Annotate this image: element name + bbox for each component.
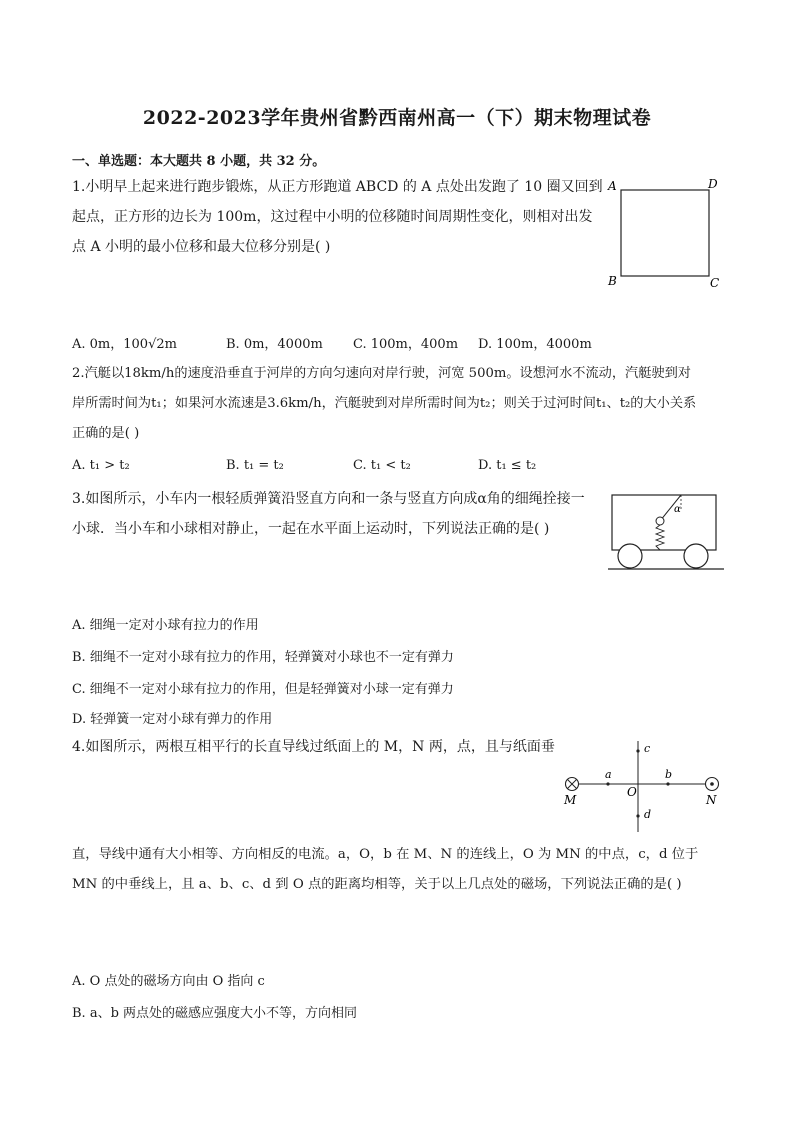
label-a: a (605, 768, 612, 781)
label-M: M (564, 793, 577, 807)
q4-option-b: B. a、b 两点处的磁感应强度大小不等，方向相同 (72, 1006, 358, 1021)
q2-option-a: A. t₁ > t₂ (72, 458, 130, 473)
page-title: 2022-2023学年贵州省黔西南州高一（下）期末物理试卷 (142, 107, 652, 129)
wheel-left (618, 544, 642, 568)
point-c (636, 749, 639, 752)
label-d: d (644, 808, 652, 821)
point-b (666, 782, 669, 785)
q1-option-a-text: A. 0m，100 (72, 337, 149, 352)
q4-text-line: 4.如图所示，两根互相平行的长直导线过纸面上的 M，N 两，点，且与纸面垂 (72, 739, 555, 755)
label-c: c (644, 742, 651, 755)
q1-text-line: 1.小明早上起来进行跑步锻炼，从正方形跑道 ABCD 的 A 点处出发跑了 10 圈又回到 (72, 179, 603, 195)
q1-option-a-unit: m (164, 337, 177, 352)
q3-option-a: A. 细绳一定对小球有拉力的作用 (72, 618, 259, 633)
angle-alpha-label: α (674, 504, 681, 515)
square-track (621, 190, 709, 276)
point-d (636, 814, 639, 817)
q1-text-line: 起点，正方形的边长为 100m，这过程中小明的位移随时间周期性变化，则相对出发 (72, 209, 593, 225)
point-a (606, 782, 609, 785)
ball (656, 517, 664, 525)
q3-option-b: B. 细绳不一定对小球有拉力的作用，轻弹簧对小球也不一定有弹力 (72, 650, 454, 665)
spring (656, 525, 664, 550)
section-heading: 一、单选题：本大题共 8 小题，共 32 分。 (72, 154, 326, 169)
label-O: O (627, 785, 637, 799)
q2-option-d: D. t₁ ≤ t₂ (478, 458, 537, 473)
q1-option-c: C. 100m，400m (353, 337, 459, 352)
q3-text-line: 小球．当小车和小球相对静止，一起在水平面上运动时，下列说法正确的是( ) (72, 521, 550, 537)
q1-option-a-radical: √2 (148, 337, 165, 352)
q2-option-c: C. t₁ < t₂ (353, 458, 411, 473)
q2-text-line: 岸所需时间为t₁；如果河水流速是3.6km/h，汽艇驶到对岸所需时间为t₂；则关于过河时间t₁、t₂的大小关系 (72, 396, 697, 411)
label-C: C (710, 276, 720, 290)
q3-cart-figure (600, 490, 730, 576)
q3-text-line: 3.如图所示，小车内一根轻质弹簧沿竖直方向和一条与竖直方向成α角的细绳拴接一 (72, 491, 585, 507)
wheel-right (684, 544, 708, 568)
q1-option-a (72, 333, 177, 352)
q1-square-figure (600, 172, 730, 294)
q2-text-line: 2.汽艇以18km/h的速度沿垂直于河岸的方向匀速向对岸行驶，河宽 500m。设想河水不流动，汽艇驶到对 (72, 366, 691, 381)
q1-text-line: 点 A 小明的最小位移和最大位移分别是( ) (72, 239, 331, 255)
q3-option-d: D. 轻弹簧一定对小球有弹力的作用 (72, 712, 273, 727)
label-N: N (706, 793, 717, 807)
q1-option-d: D. 100m，4000m (478, 337, 592, 352)
q2-option-b: B. t₁ = t₂ (226, 458, 284, 473)
q4-wires-figure (560, 738, 730, 836)
q4-text-line: 直，导线中通有大小相等、方向相反的电流。a，O，b 在 M、N 的连线上，O 为 MN 的中点，c，d 位于 (72, 847, 699, 862)
label-b: b (665, 768, 673, 781)
label-D: D (708, 177, 718, 191)
q4-option-a: A. O 点处的磁场方向由 O 指向 c (72, 974, 265, 989)
label-B: B (608, 274, 617, 288)
q1-option-b: B. 0m，4000m (226, 337, 323, 352)
q3-option-c: C. 细绳不一定对小球有拉力的作用，但是轻弹簧对小球一定有弹力 (72, 682, 454, 697)
q2-text-line: 正确的是( ) (72, 426, 140, 441)
q4-text-line: MN 的中垂线上，且 a、b、c、d 到 O 点的距离均相等，关于以上几点处的磁场，下列说法正确的是( ) (72, 877, 682, 892)
label-A: A (608, 179, 617, 193)
